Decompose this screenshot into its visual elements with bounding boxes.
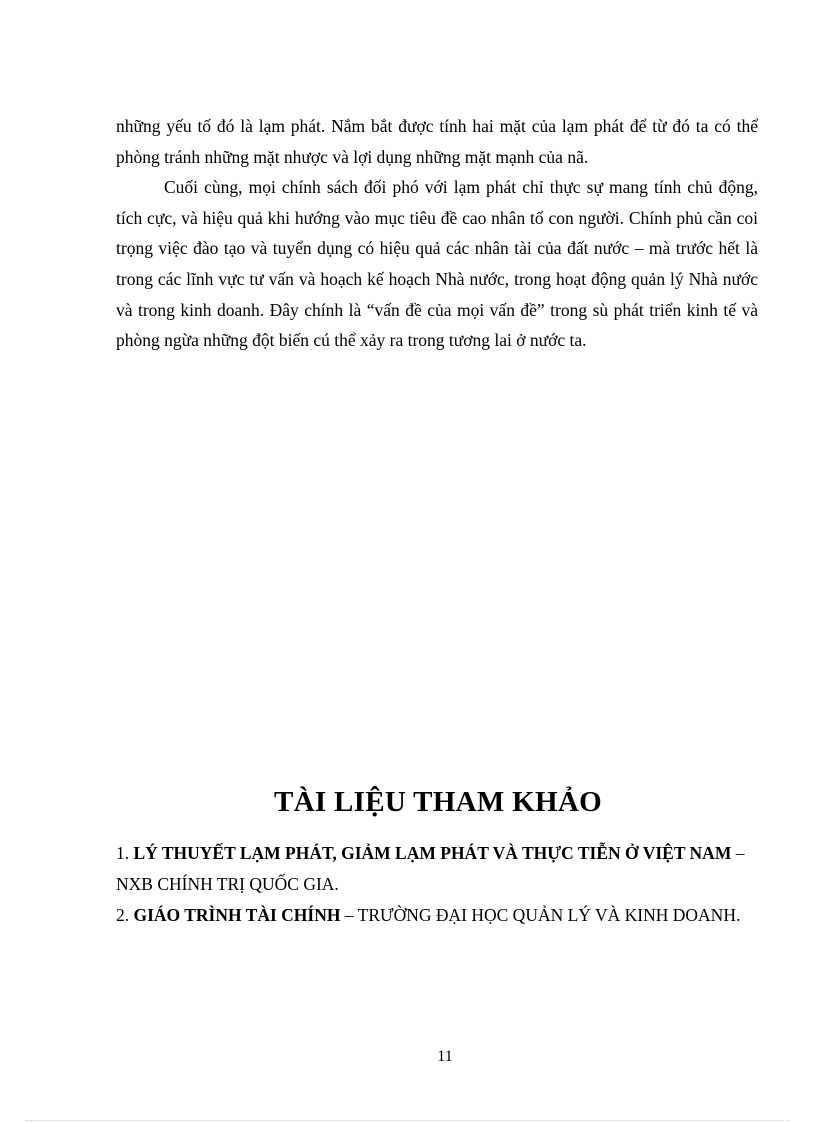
reference-item [116, 900, 766, 931]
reference-title: LÝ THUYẾT LẠM PHÁT, GIẢM LẠM PHÁT VÀ THỰC TIỄN Ở VIỆT NAM [133, 843, 732, 863]
reference-title: GIÁO TRÌNH TÀI CHÍNH [133, 905, 341, 925]
reference-number: 1. [116, 843, 130, 863]
reference-source: – NXB CHÍNH TRỊ QUỐC GIA. [116, 843, 745, 894]
references-list [116, 838, 766, 931]
reference-item [116, 838, 766, 900]
reference-source: – TRƯỜNG ĐẠI HỌC QUẢN LÝ VÀ KINH DOANH. [340, 905, 741, 925]
paragraph: Cuối cùng, mọi chính sách đối phó với lạm phát chỉ thực sự mang tính chủ động, tích cực, và hiệu quả khi hướng vào mục tiêu đề cao nhân tố con người. Chính phủ cần coi trọng việc đào tạo và tuyển dụng có hiệu quả các nhân tài của đất nước – mà trước hết là trong các lĩnh vực tư vấn và hoạch kế hoạch Nhà nước, trong hoạt động quản lý Nhà nước và trong kinh doanh. Đây chính là “vấn đề của mọi vấn đề” trong sù phát triển kinh tế và phòng ngừa những đột biến cú thể xảy ra trong tương lai ở nước ta. [116, 177, 758, 351]
body-text [116, 111, 758, 356]
page-number: 11 [437, 1048, 453, 1065]
references-heading: TÀI LIỆU THAM KHẢO [274, 786, 602, 818]
reference-number: 2. [116, 905, 130, 925]
page-bottom-divider [26, 1120, 790, 1121]
paragraph: những yếu tố đó là lạm phát. Nắm bắt được tính hai mặt của lạm phát để từ đó ta có thể phòng tránh những mặt nhược và lợi dụng những mặt mạnh của nã. [116, 116, 758, 167]
